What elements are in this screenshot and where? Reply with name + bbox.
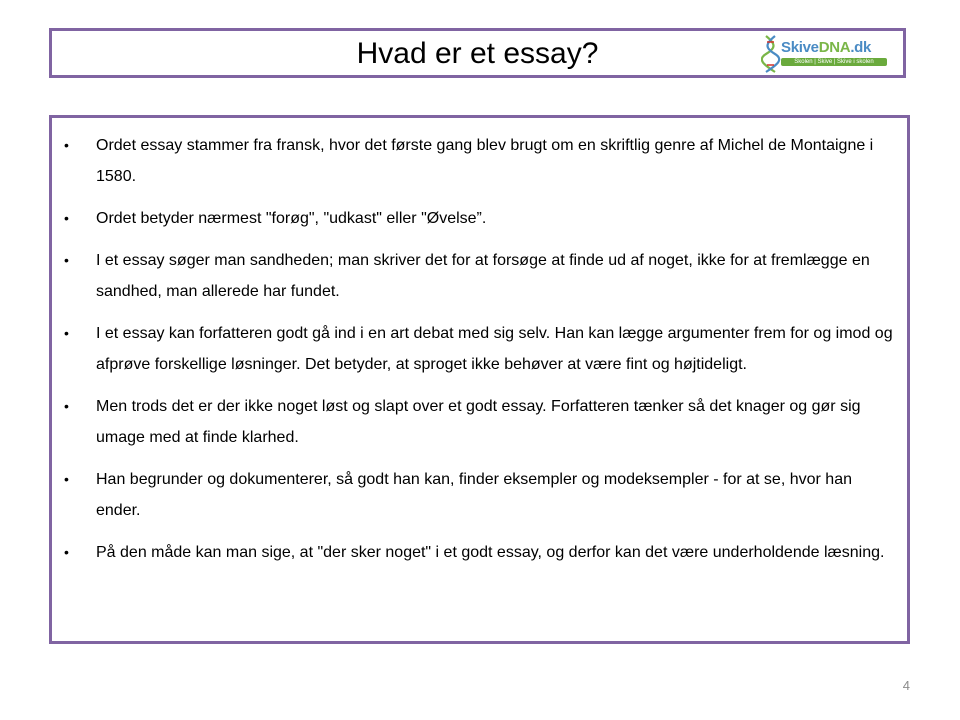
dna-helix-icon (761, 34, 781, 74)
content-box (49, 115, 910, 644)
page-number: 4 (902, 678, 910, 693)
logo-text-dna: DNA (818, 39, 851, 56)
bullet-icon: • (64, 137, 69, 153)
logo-text-skive: Skive (781, 39, 819, 56)
list-item (52, 318, 893, 380)
skivedna-logo (761, 34, 893, 74)
list-item (52, 130, 893, 192)
bullet-text: I et essay kan forfatteren godt gå ind i en art debat med sig selv. Han kan lægge argumenter frem for og imod og afprøve forskellige løsninger. Det betyder, at sproget ikke behøver at være fint og højtideligt. (96, 325, 893, 373)
logo-text-dk: .dk (850, 39, 872, 56)
title-box (49, 28, 906, 78)
slide-title: Hvad er et essay? (356, 37, 599, 70)
logo-tagline: Skolen | Skive | Skive i skolen (781, 58, 887, 66)
bullet-text: Men trods det er der ikke noget løst og slapt over et godt essay. Forfatteren tænker så det knager og gør sig umage med at finde klarhed. (96, 398, 861, 446)
bullet-text: Han begrunder og dokumenterer, så godt han kan, finder eksempler og modeksempler - for at se, hvor han ender. (96, 471, 852, 519)
bullet-text: På den måde kan man sige, at "der sker noget" i et godt essay, og derfor kan det være underholdende læsning. (96, 544, 885, 561)
list-item (52, 464, 893, 526)
bullet-icon: • (64, 252, 69, 268)
bullet-text: Ordet betyder nærmest "forøg", "udkast" eller "Øvelse”. (96, 210, 487, 227)
bullet-icon: • (64, 325, 69, 341)
bullet-icon: • (64, 544, 69, 560)
bullet-icon: • (64, 398, 69, 414)
bullet-text: Ordet essay stammer fra fransk, hvor det første gang blev brugt om en skriftlig genre af Michel de Montaigne i 1580. (96, 137, 874, 185)
list-item (52, 537, 893, 568)
bullet-icon: • (64, 210, 69, 226)
list-item (52, 245, 893, 307)
logo-wordmark (781, 39, 871, 57)
list-item (52, 203, 893, 234)
bullet-text: I et essay søger man sandheden; man skriver det for at forsøge at finde ud af noget, ikke for at fremlægge en sandhed, man allerede har fundet. (96, 252, 870, 300)
bullet-list (52, 130, 893, 579)
list-item (52, 391, 893, 453)
bullet-icon: • (64, 471, 69, 487)
